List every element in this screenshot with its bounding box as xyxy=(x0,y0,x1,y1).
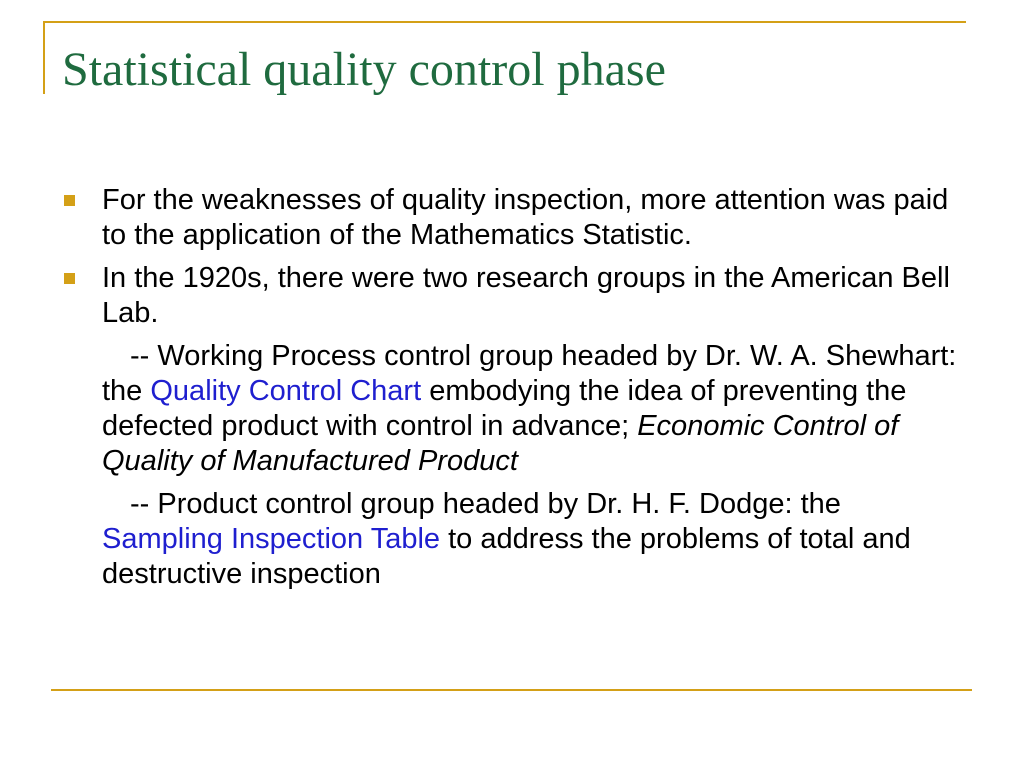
paragraph-shewhart xyxy=(60,339,960,479)
sampling-inspection-table-link: Sampling Inspection Table xyxy=(102,523,441,555)
slide-title: Statistical quality control phase xyxy=(62,43,666,96)
left-divider-line xyxy=(43,21,45,94)
paragraph-lead: -- Working Process control group headed by Dr. W. A. Shewhart: the xyxy=(102,340,957,407)
square-bullet-icon xyxy=(64,195,75,206)
square-bullet-icon xyxy=(64,273,75,284)
bullet-item-research-groups xyxy=(60,261,960,331)
bottom-divider-line xyxy=(51,689,972,691)
paragraph-lead: -- Product control group headed by Dr. H. F. Dodge: the xyxy=(130,488,841,520)
paragraph-dodge xyxy=(60,487,960,592)
book-title: Economic Control of Quality of Manufactured Product xyxy=(102,410,899,477)
top-divider-line xyxy=(43,21,966,23)
paragraph-middle: embodying the idea of preventing the defected product with control in advance; xyxy=(102,375,907,442)
slide-body xyxy=(60,183,960,600)
bullet-text: In the 1920s, there were two research groups in the American Bell Lab. xyxy=(102,262,950,329)
paragraph-tail: to address the problems of total and destructive inspection xyxy=(102,523,911,590)
quality-control-chart-link: Quality Control Chart xyxy=(150,375,422,407)
bullet-item-weaknesses xyxy=(60,183,960,253)
bullet-text: For the weaknesses of quality inspection, more attention was paid to the application of the Mathematics Statistic. xyxy=(102,184,949,251)
